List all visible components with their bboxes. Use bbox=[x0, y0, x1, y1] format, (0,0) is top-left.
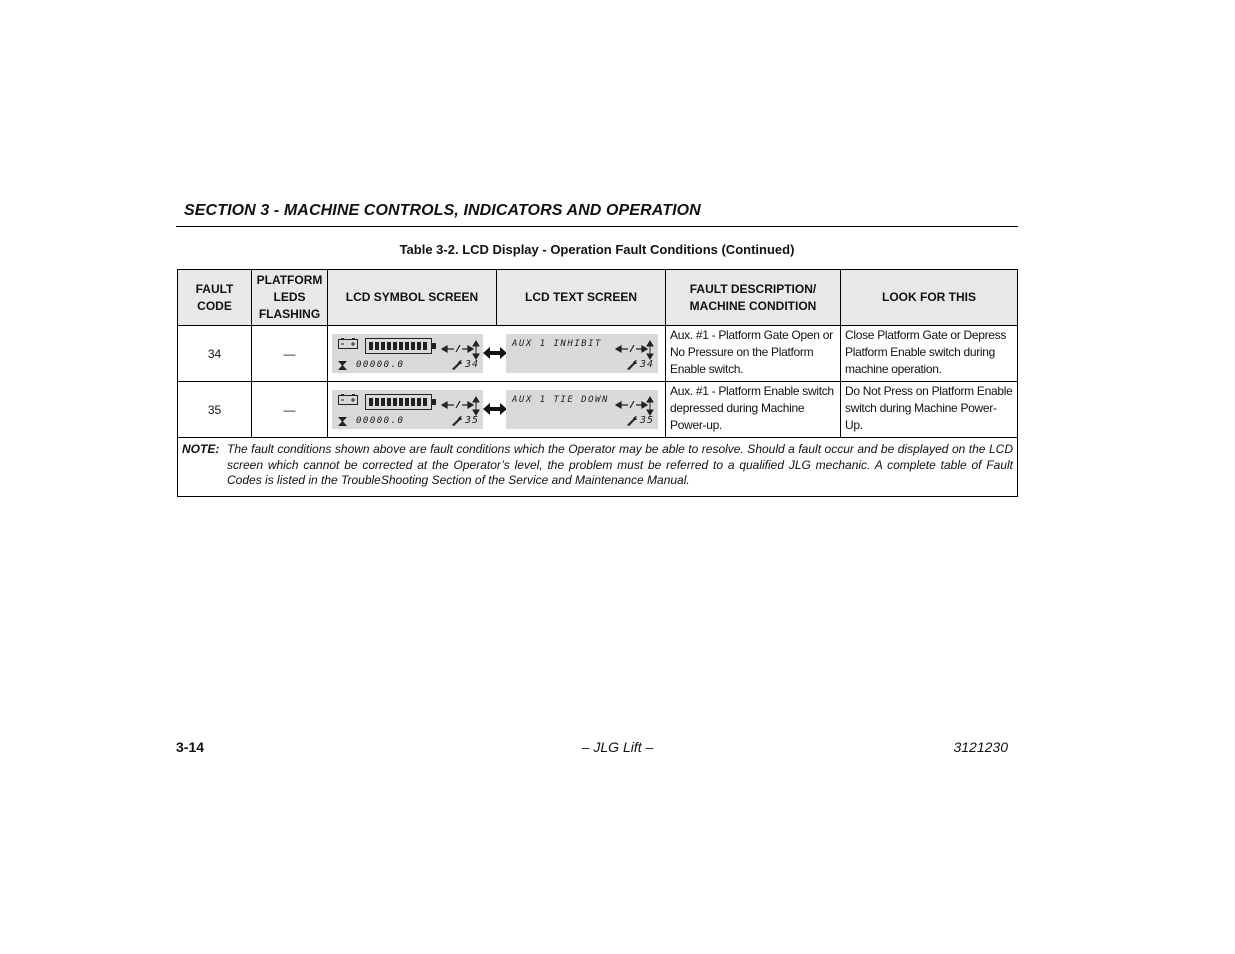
note-text: The fault conditions shown above are fault conditions which the Operator may be able to resolve. Should a fault occur and be displayed on the LCD screen which cannot be corrected at the Operator’s level, the problem must be referred to a qualified JLG mechanic. A complete table of Fault Codes is listed in the TroubleShooting Section of the Service and Maintenance Manual. bbox=[227, 442, 1013, 487]
footer-brand: – JLG Lift – bbox=[581, 739, 654, 755]
heading-rule bbox=[176, 226, 1018, 227]
drive-steer-arrows-icon bbox=[440, 396, 482, 416]
section-title: SECTION 3 - MACHINE CONTROLS, INDICATORS AND OPERATION bbox=[184, 202, 701, 219]
note-label: NOTE: bbox=[182, 442, 220, 456]
note-cell bbox=[178, 438, 1018, 497]
lcd-message: AUX 1 TIE DOWN bbox=[512, 395, 609, 405]
battery-gauge-icon bbox=[365, 394, 437, 410]
double-arrow-icon bbox=[483, 346, 507, 360]
drive-steer-arrows-icon bbox=[614, 340, 656, 360]
wrench-icon bbox=[452, 416, 463, 426]
lcd-text-screen bbox=[506, 334, 658, 373]
lcd-fault-code: 34 bbox=[640, 359, 655, 370]
table-row bbox=[178, 382, 1018, 438]
drive-steer-arrows-icon bbox=[614, 396, 656, 416]
lcd-symbol-screen bbox=[332, 334, 483, 373]
fault-code-cell: 34 bbox=[178, 326, 252, 382]
note-row bbox=[178, 438, 1018, 497]
lcd-symbol-screen bbox=[332, 390, 483, 429]
header-platform-leds: PLATFORM LEDS FLASHING bbox=[252, 270, 328, 326]
hour-meter: 00000.0 bbox=[356, 360, 405, 370]
wrench-icon bbox=[452, 360, 463, 370]
platform-leds-cell: — bbox=[252, 326, 328, 382]
header-lcd-symbol: LCD SYMBOL SCREEN bbox=[328, 270, 497, 326]
lcd-fault-code: 35 bbox=[640, 415, 655, 426]
lcd-message: AUX 1 INHIBIT bbox=[512, 339, 602, 349]
look-for-cell: Close Platform Gate or Depress Platform Enable switch during machine operation. bbox=[841, 326, 1018, 382]
drive-steer-arrows-icon bbox=[440, 340, 482, 360]
lcd-screens-cell bbox=[328, 382, 666, 438]
wrench-icon bbox=[627, 416, 638, 426]
double-arrow-icon bbox=[483, 402, 507, 416]
battery-icon bbox=[338, 394, 358, 405]
lcd-fault-code: 35 bbox=[465, 415, 480, 426]
fault-description-cell: Aux. #1 - Platform Gate Open or No Pressure on the Platform Enable switch. bbox=[666, 326, 841, 382]
table-title: Table 3-2. LCD Display - Operation Fault Conditions (Continued) bbox=[399, 242, 795, 257]
hourglass-icon bbox=[338, 361, 347, 370]
lcd-text-screen bbox=[506, 390, 658, 429]
platform-leds-cell: — bbox=[252, 382, 328, 438]
header-fault-code: FAULT CODE bbox=[178, 270, 252, 326]
fault-description-cell: Aux. #1 - Platform Enable switch depressed during Machine Power-up. bbox=[666, 382, 841, 438]
lcd-fault-code: 34 bbox=[465, 359, 480, 370]
wrench-icon bbox=[627, 360, 638, 370]
fault-code-cell: 35 bbox=[178, 382, 252, 438]
look-for-cell: Do Not Press on Platform Enable switch during Machine Power-Up. bbox=[841, 382, 1018, 438]
header-look-for: LOOK FOR THIS bbox=[841, 270, 1018, 326]
lcd-screens-cell bbox=[328, 326, 666, 382]
header-fault-description: FAULT DESCRIPTION/ MACHINE CONDITION bbox=[666, 270, 841, 326]
battery-icon bbox=[338, 338, 358, 349]
document-number: 3121230 bbox=[953, 739, 1008, 755]
fault-table bbox=[177, 269, 1018, 497]
table-header-row bbox=[178, 270, 1018, 326]
header-lcd-text: LCD TEXT SCREEN bbox=[497, 270, 666, 326]
battery-gauge-icon bbox=[365, 338, 437, 354]
hourglass-icon bbox=[338, 417, 347, 426]
hour-meter: 00000.0 bbox=[356, 416, 405, 426]
page-number: 3-14 bbox=[176, 739, 205, 755]
table-row bbox=[178, 326, 1018, 382]
